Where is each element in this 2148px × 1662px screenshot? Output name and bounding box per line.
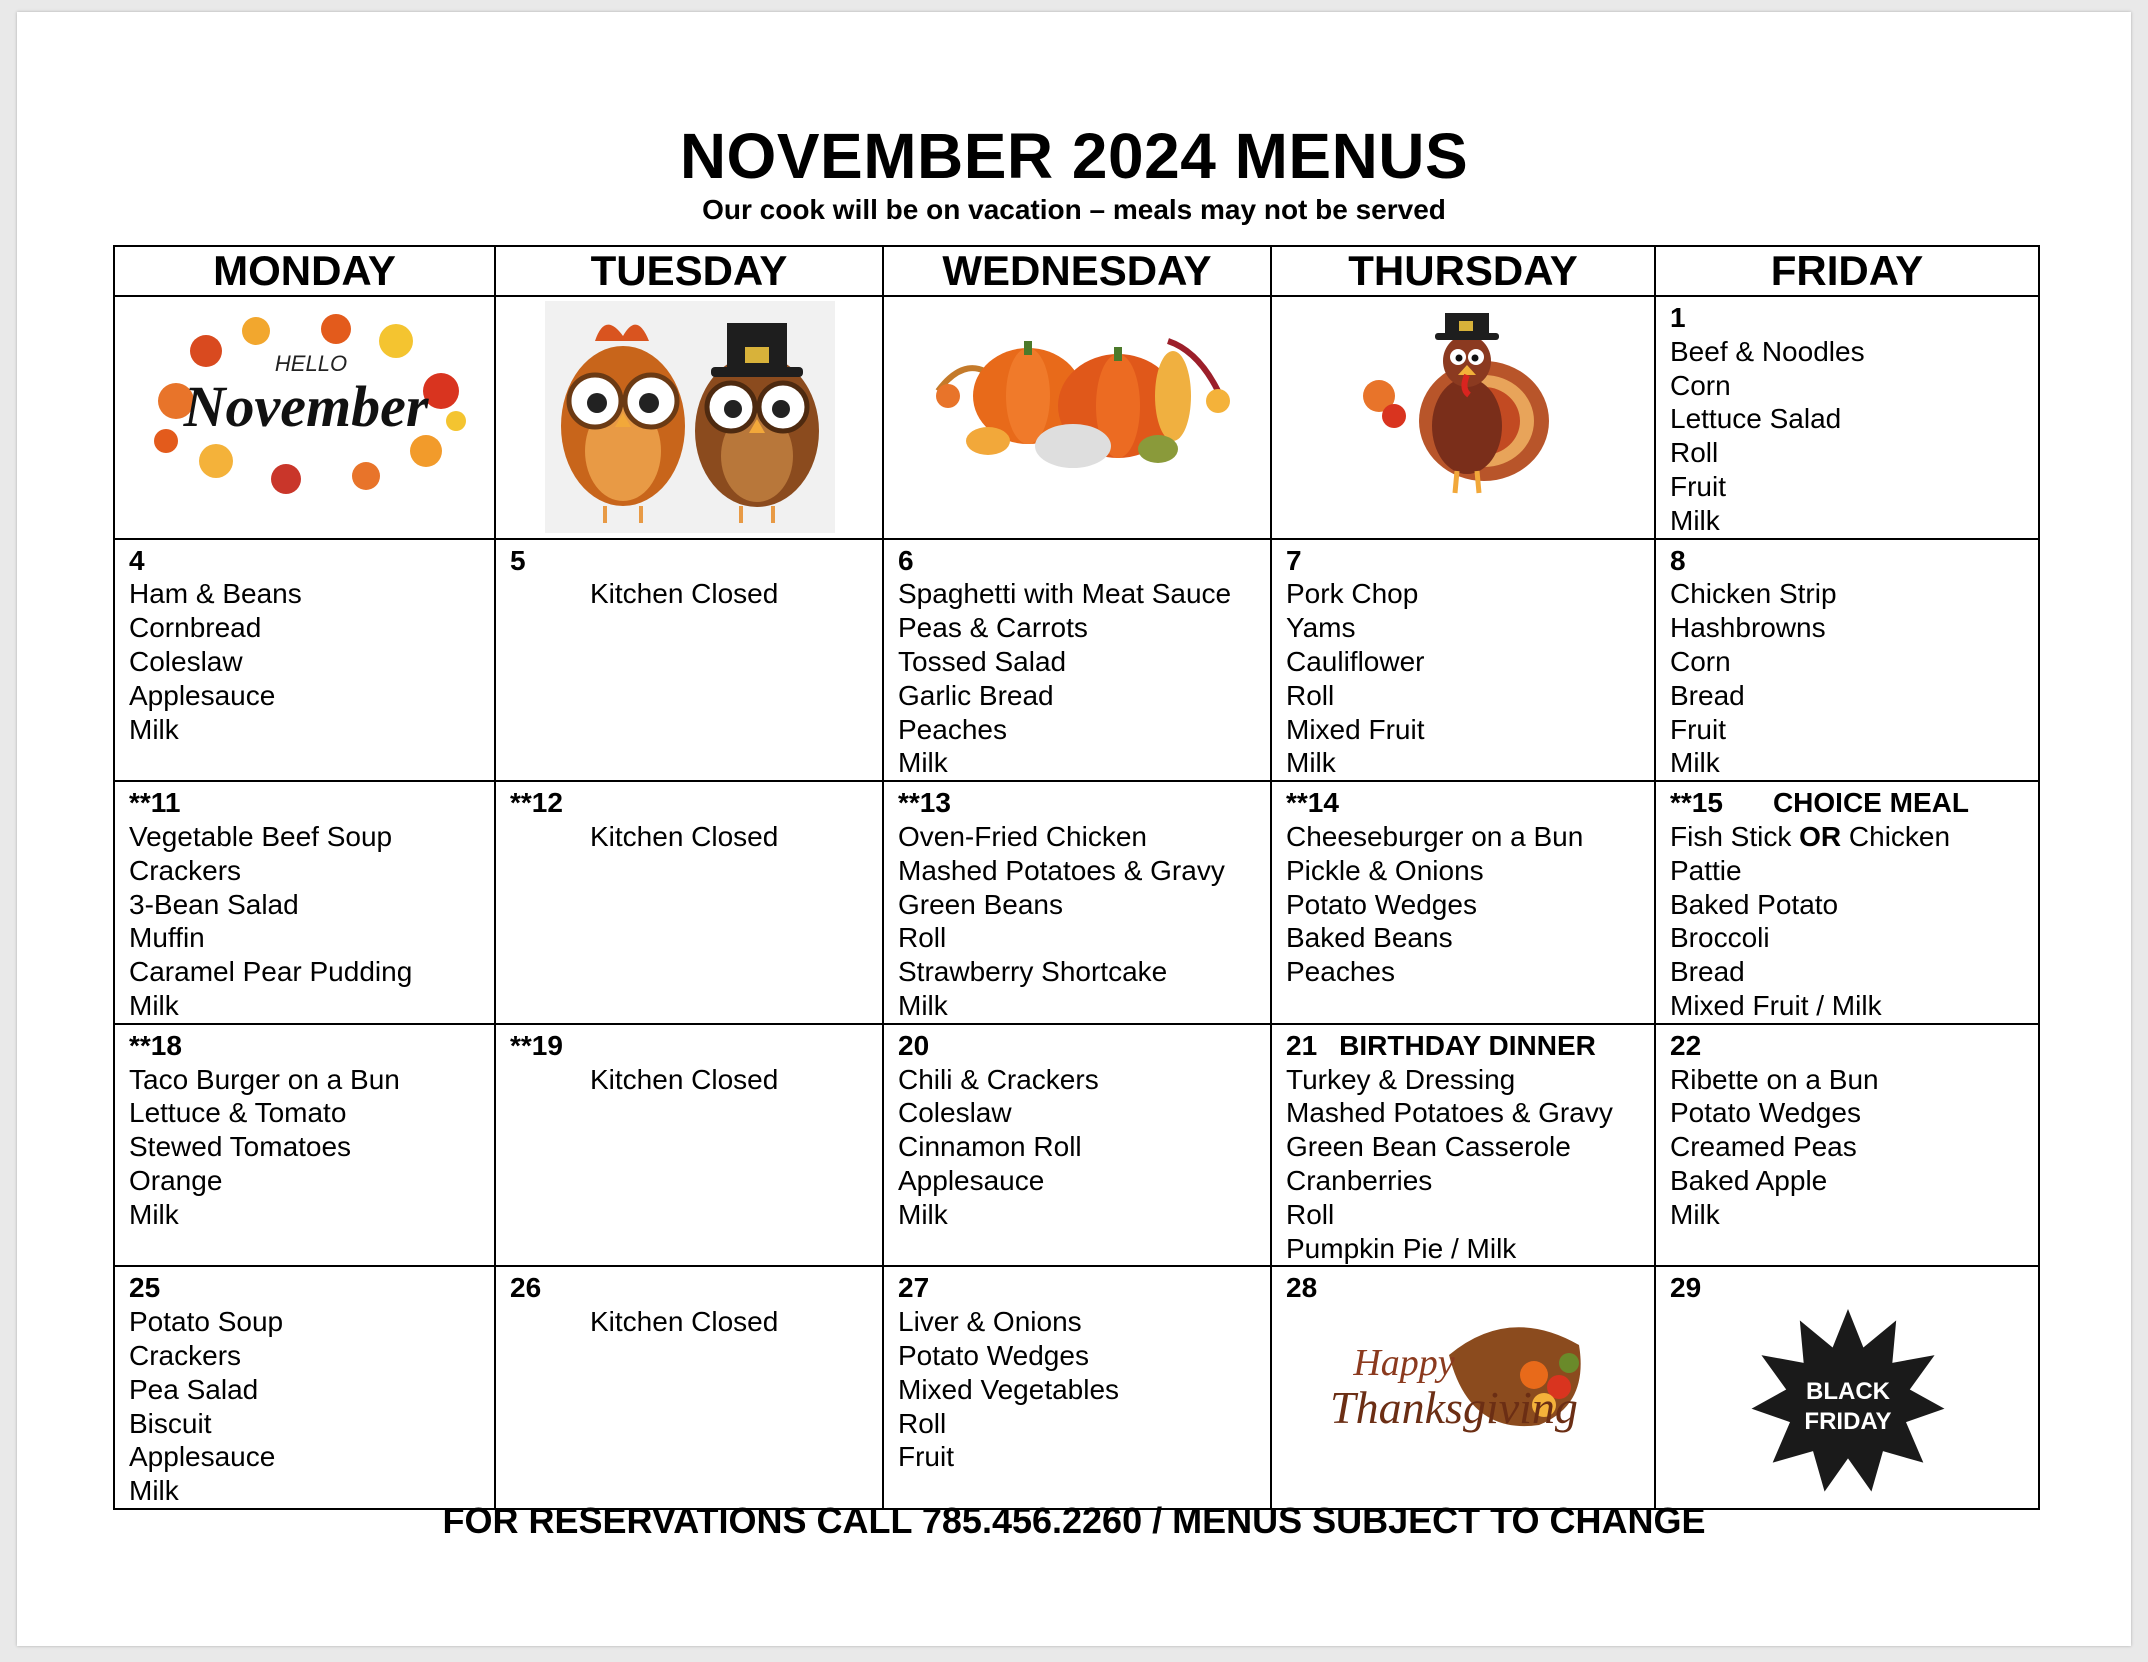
menu-day-11 [114, 781, 495, 1024]
menu-item-part: Chicken [1841, 820, 1951, 852]
menu-item: Lettuce Salad [1670, 403, 1842, 435]
menu-item: Roll [898, 922, 947, 954]
pumpkins-harvest-image [918, 301, 1238, 471]
day-number: 20 [898, 1029, 930, 1061]
hello-november-leaves-image [136, 301, 476, 501]
menu-item: Fruit [1670, 470, 1726, 502]
menu-item-part: Fish Stick [1670, 820, 1800, 852]
menu-item: Taco Burger on a Bun [129, 1063, 400, 1095]
day-number: 5 [510, 544, 526, 576]
header-wednesday: WEDNESDAY [883, 246, 1271, 296]
day-number: 1 [1670, 302, 1686, 333]
happy-text: Happy [1353, 1342, 1455, 1385]
menu-day-6 [883, 539, 1271, 782]
menu-item: Green Bean Casserole [1286, 1131, 1571, 1163]
kitchen-closed-note: Kitchen Closed [590, 1063, 779, 1095]
day-heading [1670, 786, 2026, 820]
menu-item: Potato Wedges [1670, 1097, 1861, 1129]
thanksgiving-text: Thanksgiving [1330, 1382, 1578, 1434]
menu-item: Ribette on a Bun [1670, 1063, 1879, 1095]
menu-item: Cinnamon Roll [898, 1131, 1082, 1163]
menu-day-13 [883, 781, 1271, 1024]
menu-item: Milk [129, 989, 179, 1021]
menu-item: Roll [1286, 679, 1335, 711]
day-number: **12 [510, 787, 563, 819]
menu-item: Fruit [898, 1441, 954, 1473]
menu-day-18 [114, 1024, 495, 1267]
header-tuesday: TUESDAY [495, 246, 883, 296]
menu-item: Mashed Potatoes & Gravy [1286, 1097, 1613, 1129]
menu-item: Applesauce [129, 1441, 276, 1473]
menu-item: Potato Wedges [898, 1339, 1089, 1371]
menu-item: Crackers [129, 854, 242, 886]
day-number: **14 [1286, 787, 1339, 819]
pumpkins-cell [883, 296, 1271, 539]
week-row-1 [114, 296, 2039, 539]
menu-item: Peaches [898, 713, 1007, 745]
menu-day-8 [1655, 539, 2039, 782]
menu-item: Milk [898, 747, 948, 779]
menu-day-1 [1655, 296, 2039, 539]
kitchen-closed-note: Kitchen Closed [590, 578, 779, 610]
week-row-3 [114, 781, 2039, 1024]
page-title: NOVEMBER 2024 MENUS [679, 120, 1469, 192]
menu-item: Corn [1670, 369, 1731, 401]
day-number: 22 [1670, 1029, 1702, 1061]
birthday-dinner-label: BIRTHDAY DINNER [1339, 1029, 1596, 1061]
menu-day-21 [1271, 1024, 1655, 1267]
or-keyword: OR [1799, 820, 1842, 852]
menu-day-4 [114, 539, 495, 782]
menu-item: Peas & Carrots [898, 612, 1088, 644]
menu-day-28 [1271, 1266, 1655, 1509]
menu-item: Yams [1286, 612, 1356, 644]
black-text: BLACK [1806, 1378, 1890, 1406]
menu-item: Caramel Pear Pudding [129, 956, 413, 988]
menu-item: Coleslaw [898, 1097, 1012, 1129]
week-row-4 [114, 1024, 2039, 1267]
menu-item: Milk [898, 989, 948, 1021]
menu-item: Milk [1670, 504, 1720, 536]
menu-item: Peaches [1286, 956, 1395, 988]
menu-item: Milk [1670, 747, 1720, 779]
menu-item: Potato Wedges [1286, 888, 1477, 920]
menu-item: Applesauce [898, 1164, 1045, 1196]
menu-item: Liver & Onions [898, 1306, 1082, 1338]
owls-cell [495, 296, 883, 539]
menu-item: Milk [898, 1198, 948, 1230]
menu-day-14 [1271, 781, 1655, 1024]
day-number: 6 [898, 544, 914, 576]
menu-day-20 [883, 1024, 1271, 1267]
menu-day-12 [495, 781, 883, 1024]
day-number: 29 [1670, 1272, 1702, 1304]
menu-item: Hashbrowns [1670, 612, 1826, 644]
menu-day-15 [1655, 781, 2039, 1024]
menu-item: Mashed Potatoes & Gravy [898, 854, 1225, 886]
day-number: **19 [510, 1029, 563, 1061]
menu-day-7 [1271, 539, 1655, 782]
pilgrim-owls-image [545, 301, 835, 533]
day-number: **18 [129, 1029, 182, 1061]
kitchen-closed-note: Kitchen Closed [590, 1306, 779, 1338]
menu-item: 3-Bean Salad [129, 888, 299, 920]
menu-item: Orange [129, 1164, 223, 1196]
menu-item: Baked Apple [1670, 1164, 1828, 1196]
day-number: 26 [510, 1272, 542, 1304]
page-subtitle: Our cook will be on vacation – meals may not be served [702, 194, 1446, 225]
happy-thanksgiving-cornucopia-image [1319, 1305, 1609, 1465]
weekday-header-row [114, 246, 2039, 296]
day-number: **15 [1670, 787, 1723, 819]
day-heading [1286, 1029, 1642, 1063]
menu-item: Spaghetti with Meat Sauce [898, 578, 1232, 610]
menu-item: Turkey & Dressing [1286, 1063, 1516, 1095]
menu-item [1670, 820, 2026, 854]
menu-calendar [113, 245, 2040, 1510]
menu-item: Pickle & Onions [1286, 854, 1484, 886]
day-number: 8 [1670, 544, 1686, 576]
menu-item: Ham & Beans [129, 578, 302, 610]
menu-item: Bread [1670, 679, 1745, 711]
menu-item: Bread [1670, 956, 1745, 988]
menu-item: Roll [1286, 1198, 1335, 1230]
menu-item: Pea Salad [129, 1373, 259, 1405]
day-number: 7 [1286, 544, 1302, 576]
menu-item: Milk [1670, 1198, 1720, 1230]
menu-item: Milk [129, 1475, 179, 1507]
november-script-text: November [183, 374, 428, 439]
menu-item: Applesauce [129, 679, 276, 711]
header-thursday: THURSDAY [1271, 246, 1655, 296]
menu-item: Cranberries [1286, 1164, 1433, 1196]
menu-item: Mixed Fruit / Milk [1670, 989, 1882, 1021]
menu-item: Cauliflower [1286, 645, 1425, 677]
menu-item: Coleslaw [129, 645, 243, 677]
menu-item: Garlic Bread [898, 679, 1054, 711]
header-friday: FRIDAY [1655, 246, 2039, 296]
menu-item: Beef & Noodles [1670, 335, 1865, 367]
reservation-footer: FOR RESERVATIONS CALL 785.456.2260 / MENUS SUBJECT TO CHANGE [442, 1500, 1706, 1541]
menu-day-26 [495, 1266, 883, 1509]
menu-item: Mixed Fruit [1286, 713, 1425, 745]
menu-item: Lettuce & Tomato [129, 1097, 347, 1129]
menu-item: Strawberry Shortcake [898, 956, 1168, 988]
menu-day-27 [883, 1266, 1271, 1509]
menu-item: Broccoli [1670, 922, 1770, 954]
day-number: 4 [129, 544, 145, 576]
menu-item: Pork Chop [1286, 578, 1419, 610]
hello-november-cell [114, 296, 495, 539]
menu-page [17, 12, 2131, 1646]
menu-day-25 [114, 1266, 495, 1509]
menu-item: Cheeseburger on a Bun [1286, 820, 1584, 852]
menu-item: Chili & Crackers [898, 1063, 1099, 1095]
kitchen-closed-note: Kitchen Closed [590, 820, 779, 852]
menu-item: Tossed Salad [898, 645, 1067, 677]
week-row-2 [114, 539, 2039, 782]
black-friday-starburst-image [1748, 1305, 1948, 1495]
menu-day-29 [1655, 1266, 2039, 1509]
menu-item: Biscuit [129, 1407, 212, 1439]
day-number: **13 [898, 787, 951, 819]
choice-meal-label: CHOICE MEAL [1772, 787, 1969, 819]
menu-item: Vegetable Beef Soup [129, 820, 393, 852]
menu-item: Oven-Fried Chicken [898, 820, 1147, 852]
menu-item: Creamed Peas [1670, 1131, 1857, 1163]
menu-item: Potato Soup [129, 1306, 284, 1338]
menu-item: Corn [1670, 645, 1731, 677]
menu-day-5 [495, 539, 883, 782]
day-number: 21 [1286, 1029, 1318, 1061]
menu-item: Cornbread [129, 612, 262, 644]
menu-item: Baked Potato [1670, 888, 1839, 920]
hello-text: HELLO [274, 351, 347, 376]
header-monday: MONDAY [114, 246, 495, 296]
menu-day-19 [495, 1024, 883, 1267]
menu-item: Pumpkin Pie / Milk [1286, 1232, 1517, 1264]
menu-item: Roll [898, 1407, 947, 1439]
menu-item: Baked Beans [1286, 922, 1453, 954]
menu-item: Chicken Strip [1670, 578, 1837, 610]
menu-item: Mixed Vegetables [898, 1373, 1120, 1405]
menu-day-22 [1655, 1024, 2039, 1267]
day-number: 28 [1286, 1272, 1318, 1304]
menu-item: Roll [1670, 437, 1719, 469]
menu-item: Milk [1286, 747, 1336, 779]
menu-item: Stewed Tomatoes [129, 1131, 352, 1163]
friday-text: FRIDAY [1804, 1408, 1892, 1436]
menu-item: Green Beans [898, 888, 1063, 920]
menu-item: Milk [129, 713, 179, 745]
day-number: 27 [898, 1272, 930, 1304]
menu-item: Fruit [1670, 713, 1726, 745]
week-row-5 [114, 1266, 2039, 1509]
menu-item: Milk [129, 1198, 179, 1230]
menu-item: Muffin [129, 922, 205, 954]
turkey-cell [1271, 296, 1655, 539]
menu-item: Pattie [1670, 854, 1742, 886]
day-number: 25 [129, 1272, 161, 1304]
day-number: **11 [129, 787, 181, 819]
pilgrim-turkey-image [1359, 301, 1569, 501]
menu-item: Crackers [129, 1339, 242, 1371]
